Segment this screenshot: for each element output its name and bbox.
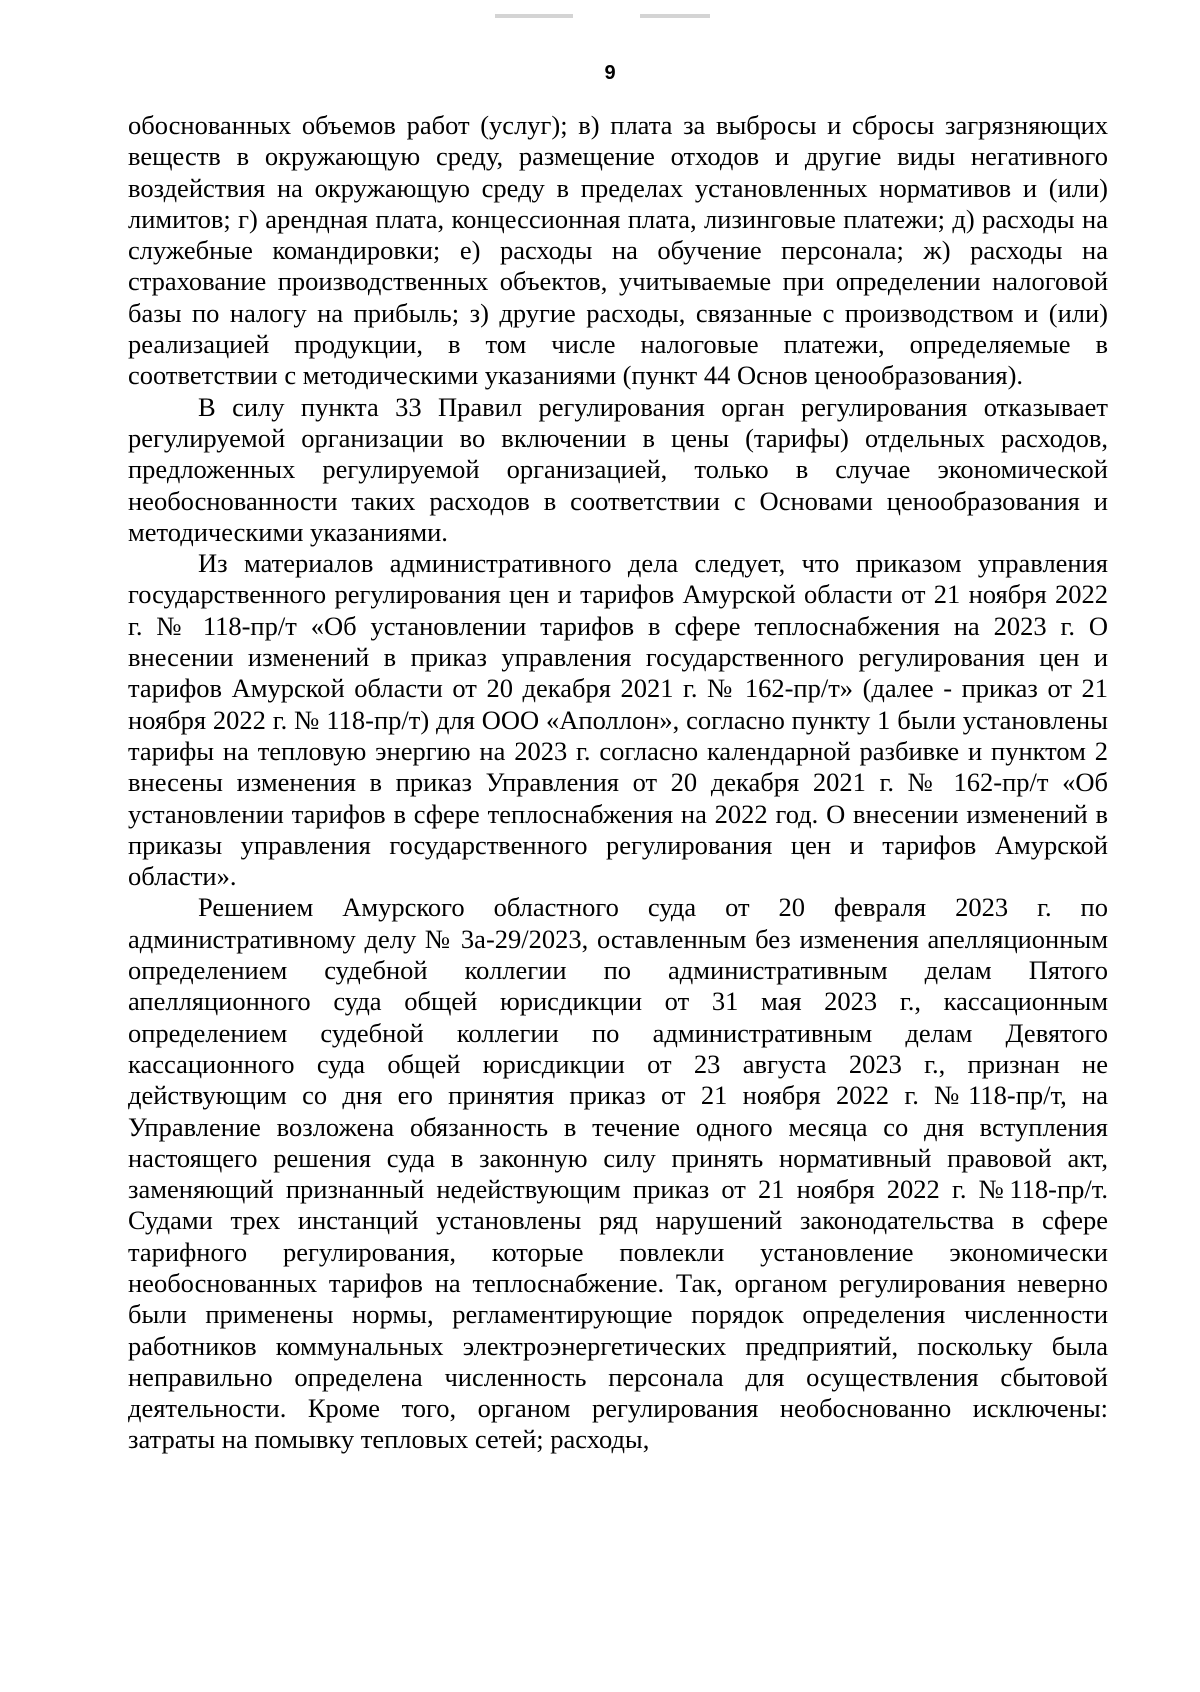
scan-artifact — [495, 14, 573, 18]
paragraph-4: Решением Амурского областного суда от 20 февраля 2023 г. по административному делу № 3а-29/2023, оставленным без изменения апелляционным определением судебной коллегии по административным делам Пятого апелляционного суда общей юрисдикции от 31 мая 2023 г., кассационным определением судебной коллегии по административным делам Девятого кассационного суда общей юрисдикции от 23 августа 2023 г., признан не действующим со дня его принятия приказ от 21 ноября 2022 г. №118-пр/т, на Управление возложена обязанность в течение одного месяца со дня вступления настоящего решения суда в законную силу принять нормативный правовой акт, заменяющий признанный недействующим приказ от 21 ноября 2022 г. №118-пр/т. Судами трех инстанций установлены ряд нарушений законодательства в сфере тарифного регулирования, которые повлекли установление экономически необоснованных тарифов на теплоснабжение. Так, органом регулирования неверно были применены нормы, регламентирующие порядок определения численности работников коммунальных электроэнергетических предприятий, поскольку была неправильно определена численность персонала для осуществления сбытовой деятельности. Кроме того, органом регулирования необоснованно исключены: затраты на помывку тепловых сетей; расходы, — [128, 892, 1108, 1455]
page-number: 9 — [604, 62, 616, 84]
paragraph-2: В силу пункта 33 Правил регулирования орган регулирования отказывает регулируемой организации во включении в цены (тарифы) отдельных расходов, предложенных регулируемой организацией, только в случае экономической необоснованности таких расходов в соответствии с Основами ценообразования и методическими указаниями. — [128, 391, 1108, 547]
document-body — [128, 110, 1108, 1456]
scan-artifact — [640, 14, 710, 18]
paragraph-3: Из материалов административного дела следует, что приказом управления государственного регулирования цен и тарифов Амурской области от 21 ноября 2022 г. № 118-пр/т «Об установлении тарифов в сфере теплоснабжения на 2023 г. О внесении изменений в приказ управления государственного регулирования цен и тарифов Амурской области от 20 декабря 2021 г. № 162-пр/т» (далее - приказ от 21 ноября 2022 г. № 118-пр/т) для ООО «Аполлон», согласно пункту 1 были установлены тарифы на тепловую энергию на 2023 г. согласно календарной разбивке и пунктом 2 внесены изменения в приказ Управления от 20 декабря 2021 г. № 162-пр/т «Об установлении тарифов в сфере теплоснабжения на 2022 год. О внесении изменений в приказы управления государственного регулирования цен и тарифов Амурской области». — [128, 548, 1108, 892]
paragraph-1: обоснованных объемов работ (услуг); в) плата за выбросы и сбросы загрязняющих веществ в окружающую среду, размещение отходов и другие виды негативного воздействия на окружающую среду в пределах установленных нормативов и (или) лимитов; г) арендная плата, концессионная плата, лизинговые платежи; д) расходы на служебные командировки; е) расходы на обучение персонала; ж) расходы на страхование производственных объектов, учитываемые при определении налоговой базы по налогу на прибыль; з) другие расходы, связанные с производством и (или) реализацией продукции, в том числе налоговые платежи, определяемые в соответствии с методическими указаниями (пункт 44 Основ ценообразования). — [128, 110, 1108, 391]
